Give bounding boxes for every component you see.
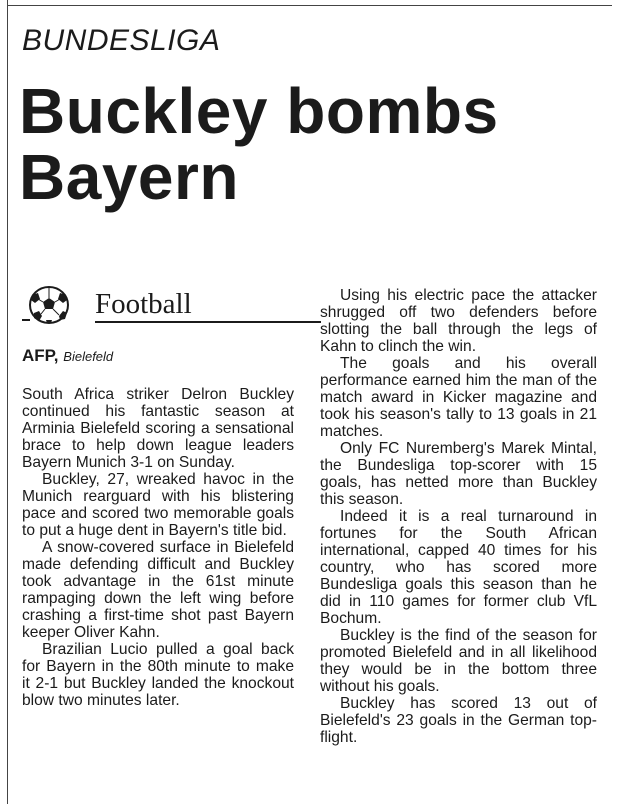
headline: [19, 75, 609, 213]
kicker-underline: [95, 321, 321, 323]
left-border-rule: [7, 0, 8, 804]
kicker-label: Football: [95, 288, 192, 320]
paragraph: Brazilian Lucio pulled a goal back for Bayern in the 80th minute to make it 2-1 but Buckley landed the knockout blow two minutes later.: [22, 641, 294, 709]
football-icon: [22, 285, 76, 325]
kicker: [22, 285, 322, 325]
article-column-right: [320, 287, 597, 746]
paragraph: The goals and his overall performance earned him the man of the match award in Kicker magazine and took his season's tally to 13 goals in 21 matches.: [320, 355, 597, 440]
paragraph: Buckley is the find of the season for promoted Bielefeld and in all likelihood they would be in the bottom three without his goals.: [320, 627, 597, 695]
headline-line-2: Bayern: [19, 141, 239, 213]
byline-place: Bielefeld: [63, 349, 114, 364]
paragraph: A snow-covered surface in Bielefeld made defending difficult and Buckley took advantage in the 61st minute rampaging down the left wing before crashing a first-time shot past Bayern keeper Oliver Kahn.: [22, 539, 294, 641]
paragraph: Only FC Nuremberg's Marek Mintal, the Bundesliga top-scorer with 15 goals, has netted more than Buckley this season.: [320, 440, 597, 508]
paragraph: Using his electric pace the attacker shrugged off two defenders before slotting the ball through the legs of Kahn to clinch the win.: [320, 287, 597, 355]
paragraph: Indeed it is a real turnaround in fortunes for the South African international, capped 40 times for his country, who has scored more Bundesliga goals this season than he did in 110 games for former club VfL Bochum.: [320, 508, 597, 627]
byline-agency: AFP,: [22, 346, 59, 365]
paragraph: Buckley has scored 13 out of Bielefeld's 23 goals in the German top-flight.: [320, 695, 597, 746]
headline-line-1: Buckley bombs: [19, 75, 499, 147]
section-label: BUNDESLIGA: [22, 24, 221, 57]
byline: [22, 346, 113, 366]
article-column-left: [22, 386, 294, 709]
paragraph: Buckley, 27, wreaked havoc in the Munich rearguard with his blistering pace and scored two memorable goals to put a huge dent in Bayern's title bid.: [22, 471, 294, 539]
top-border-rule: [7, 5, 612, 6]
paragraph: South Africa striker Delron Buckley continued his fantastic season at Arminia Bielefeld scoring a sensational brace to help down league leaders Bayern Munich 3-1 on Sunday.: [22, 386, 294, 471]
